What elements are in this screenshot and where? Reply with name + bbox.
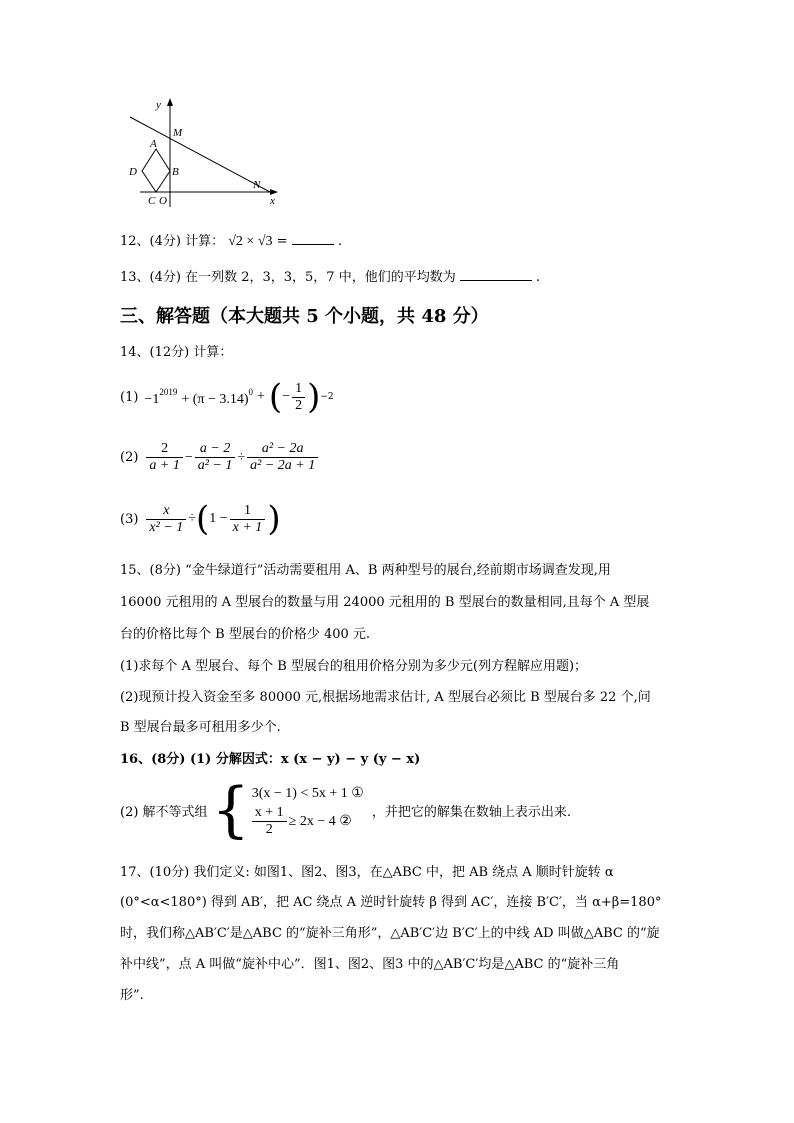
- q14-part1: [120, 377, 334, 417]
- label-y: y: [156, 99, 161, 111]
- q14-p3-f1-num: x: [146, 503, 186, 520]
- q13-answer-blank[interactable]: [460, 268, 532, 281]
- y-axis-arrow: [167, 98, 173, 106]
- q16-ineq1: 3(x − 1) < 5x + 1 ①: [251, 785, 364, 801]
- label-n: N: [253, 179, 261, 191]
- q14-p3-label: (3): [120, 511, 139, 527]
- q14-p3-inner: 1 −: [209, 511, 228, 526]
- q17-line-2: (0°<α<180°) 得到 AB′，把 AC 绕点 A 逆时针旋转 β 得到 AC′，连接 B′C′，当 α+β=180°: [120, 895, 662, 910]
- label-a: A: [150, 138, 157, 150]
- q15-line-6: B 型展台最多可租用多少个.: [120, 720, 281, 735]
- q14-part3: [120, 499, 281, 539]
- label-m: M: [173, 127, 183, 139]
- q14-part2: [120, 441, 320, 474]
- q12-equals: =: [276, 234, 288, 249]
- question-13: [120, 268, 540, 288]
- q16-p2-tail: ，并把它的解集在数轴上表示出来.: [371, 804, 571, 820]
- q14-p2-f1-num: 2: [146, 441, 182, 458]
- q16-ineq2-rest: ≥ 2x − 4 ②: [288, 813, 352, 829]
- q12-answer-blank[interactable]: [292, 232, 334, 245]
- q14-p2-frac1: [146, 441, 182, 474]
- q16-brace: {: [211, 775, 250, 845]
- q17-line-5: 形”.: [120, 988, 144, 1003]
- q13-text: 13、(4分) 在一列数 2，3，3，5，7 中，他们的平均数为: [120, 270, 456, 285]
- q14-p1-exp-a: 2019: [159, 386, 178, 397]
- q14-p3-frac2: [230, 503, 266, 536]
- q14-p2-frac2: [195, 441, 236, 474]
- label-x: x: [270, 195, 275, 207]
- q14-p2-f2-num: a − 2: [195, 441, 236, 458]
- q14-p2-f1-den: a + 1: [149, 458, 180, 473]
- q16-ineq2-frac: [252, 805, 287, 838]
- q14-p1-den: 2: [295, 397, 303, 413]
- q14-p1-label: (1): [120, 389, 139, 405]
- q16-ineq2-den: 2: [265, 821, 273, 837]
- q14-p2-f2-den: a² − 1: [197, 458, 233, 473]
- q14-p2-label: (2): [120, 450, 139, 465]
- label-o: O: [159, 195, 167, 207]
- q15-line-1: 15、(8分) “金牛绿道行”活动需要租用 A、B 两种型号的展台,经前期市场调查发现,用: [120, 563, 611, 578]
- q14-p2-f3-num: a² − 2a: [247, 441, 318, 458]
- coordinate-figure: [120, 92, 290, 212]
- line-mn: [130, 117, 270, 192]
- q14-p3-op1: ÷: [188, 511, 196, 526]
- q16-p2-label: (2) 解不等式组: [120, 804, 208, 820]
- q17-line-1: 17、(10分) 我们定义: 如图1、图2、图3，在△ABC 中，把 AB 绕点 A 顺时针旋转 α: [120, 865, 614, 880]
- q14-head: 14、(12分) 计算：: [120, 345, 233, 360]
- q14-p3-frac1: [146, 503, 186, 536]
- q14-p1-num: 1: [292, 381, 305, 398]
- q14-p2-op1: −: [184, 449, 193, 465]
- q14-p1-base-a: −1: [144, 391, 160, 407]
- q16-system: [252, 783, 364, 838]
- q12-prefix: 12、(4分) 计算：: [120, 234, 225, 249]
- q14-p1-term-a: [144, 387, 177, 408]
- q14-p3-f1-den: x² − 1: [149, 519, 184, 535]
- q14-p1-term-b: [181, 387, 253, 408]
- section-3-title: 三、解答题（本大题共 5 个小题，共 48 分）: [120, 306, 489, 327]
- q14-p1-minus: −: [282, 389, 291, 404]
- q14-p2-op2: ÷: [237, 449, 246, 465]
- q14-p2-f3-den: a² − 2a + 1: [250, 458, 316, 473]
- label-d: D: [129, 166, 137, 178]
- q13-end: .: [536, 270, 541, 285]
- q14-p1-exp-b: 0: [248, 386, 254, 397]
- q16-ineq2: [252, 805, 364, 838]
- rhombus-abcd: [142, 149, 170, 192]
- q17-line-3: 时，我们称△AB′C′是△ABC 的“旋补三角形”，△AB′C′边 B′C′上的中线 AD 叫做△ABC 的“旋: [120, 926, 660, 941]
- q16-part2: [120, 775, 571, 845]
- q14-p3-right-paren: ): [267, 499, 281, 539]
- q16-ineq2-num: x + 1: [252, 805, 287, 822]
- q17-line-4: 补中线”，点 A 叫做“旋补中心”．图1、图2、图3 中的△AB′C′均是△ABC 的“旋补三角: [120, 957, 620, 972]
- q14-p3-f2-den: x + 1: [232, 519, 263, 535]
- question-12: [120, 232, 342, 252]
- q14-p1-left-paren: (: [268, 377, 283, 417]
- q15-line-3: 台的价格比每个 B 型展台的价格少 400 元.: [120, 627, 371, 642]
- q15-line-4: (1)求每个 A 型展台、每个 B 型展台的租用价格分别为多少元(列方程解应用题)；: [120, 659, 588, 674]
- q14-p1-plus: +: [257, 389, 265, 404]
- label-b: B: [172, 166, 179, 178]
- q16-part1: 16、(8分) (1) 分解因式：x (x − y) − y (y − x): [120, 752, 421, 767]
- label-c: C: [148, 195, 156, 207]
- q14-p2-frac3: [247, 441, 318, 474]
- q15-line-5: (2)现预计投入资金至多 80000 元,根据场地需求估计, A 型展台必须比 B 型展台多 22 个,问: [120, 690, 651, 705]
- q15-line-2: 16000 元租用的 A 型展台的数量与用 24000 元租用的 B 型展台的数量相同,且每个 A 型展: [120, 595, 650, 610]
- q14-p3-f2-num: 1: [230, 503, 266, 520]
- q12-expression: √2 × √3: [228, 234, 273, 249]
- q12-end: .: [337, 234, 342, 249]
- q14-p3-left-paren: (: [195, 499, 210, 539]
- q14-p1-base-b: + (π − 3.14): [181, 391, 249, 407]
- q14-p1-fraction: [292, 381, 305, 414]
- q14-p1-right-paren: ): [307, 377, 321, 417]
- q14-p1-exp-c: −2: [320, 392, 334, 402]
